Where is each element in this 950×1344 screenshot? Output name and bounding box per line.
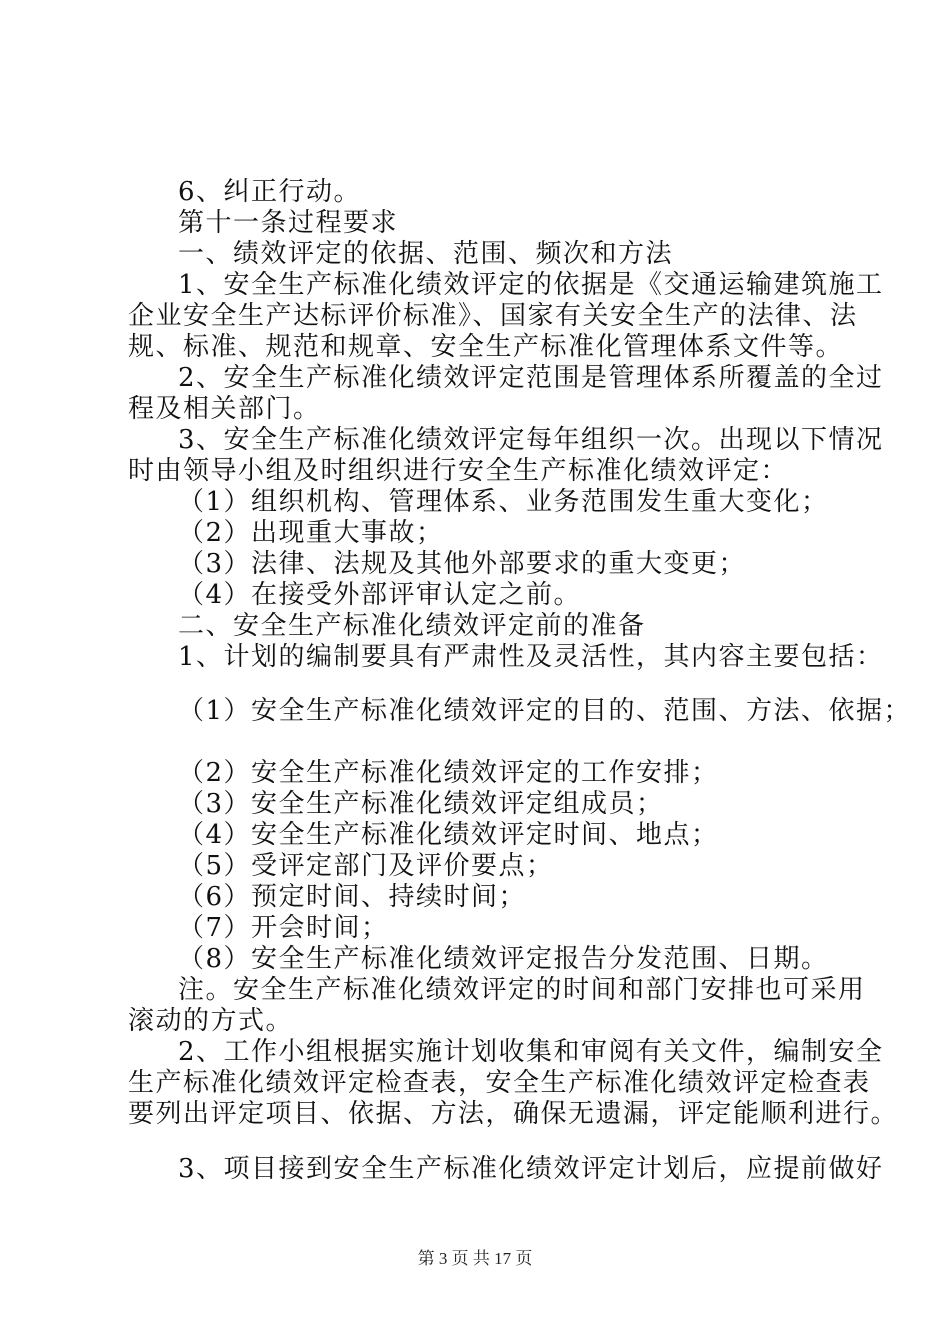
list-item: （1）安全生产标准化绩效评定的目的、范围、方法、依据； [178,696,912,726]
note-line: 滚动的方式。 [128,1006,294,1036]
text-line: 2、工作小组根据实施计划收集和审阅有关文件，编制安全 [178,1037,884,1067]
list-item: （4）在接受外部评审认定之前。 [178,580,582,610]
text-line: 企业安全生产达标评价标准》、国家有关安全生产的法律、法 [128,301,858,331]
list-item: （8）安全生产标准化绩效评定报告分发范围、日期。 [178,944,829,974]
text-line: 1、计划的编制要具有严肃性及灵活性，其内容主要包括： [178,642,884,672]
text-line: 规、标准、规范和规章、安全生产标准化管理体系文件等。 [128,332,844,362]
list-item: （2）安全生产标准化绩效评定的工作安排； [178,758,719,788]
text-line: 2、安全生产标准化绩效评定范围是管理体系所覆盖的全过 [178,363,884,393]
text-line: 1、安全生产标准化绩效评定的依据是《交通运输建筑施工 [178,270,884,300]
list-item: （7）开会时间； [178,913,389,943]
text-line: 生产标准化绩效评定检查表，安全生产标准化绩效评定检查表 [128,1068,871,1098]
text-line: 6、纠正行动。 [178,177,362,207]
text-line: 时由领导小组及时组织进行安全生产标准化绩效评定： [128,456,789,486]
list-item: （3）法律、法规及其他外部要求的重大变更； [178,549,747,579]
section-heading: 第十一条过程要求 [178,208,399,238]
text-line: 3、安全生产标准化绩效评定每年组织一次。出现以下情况 [178,425,884,455]
subsection-heading: 一、绩效评定的依据、范围、频次和方法 [178,239,674,269]
subsection-heading: 二、安全生产标准化绩效评定前的准备 [178,611,646,641]
list-item: （5）受评定部门及评价要点； [178,851,554,881]
list-item: （2）出现重大事故； [178,518,444,548]
text-line: 要列出评定项目、依据、方法，确保无遗漏，评定能顺利进行。 [128,1099,899,1129]
note-line: 注。安全生产标准化绩效评定的时间和部门安排也可采用 [178,975,866,1005]
list-item: （4）安全生产标准化绩效评定时间、地点； [178,820,719,850]
list-item: （1）组织机构、管理体系、业务范围发生重大变化； [178,487,829,517]
list-item: （3）安全生产标准化绩效评定组成员； [178,789,664,819]
text-line: 程及相关部门。 [128,394,321,424]
text-line: 3、项目接到安全生产标准化绩效评定计划后，应提前做好 [178,1154,884,1184]
page-number-footer: 第 3 页 共 17 页 [417,1249,533,1268]
list-item: （6）预定时间、持续时间； [178,882,527,912]
